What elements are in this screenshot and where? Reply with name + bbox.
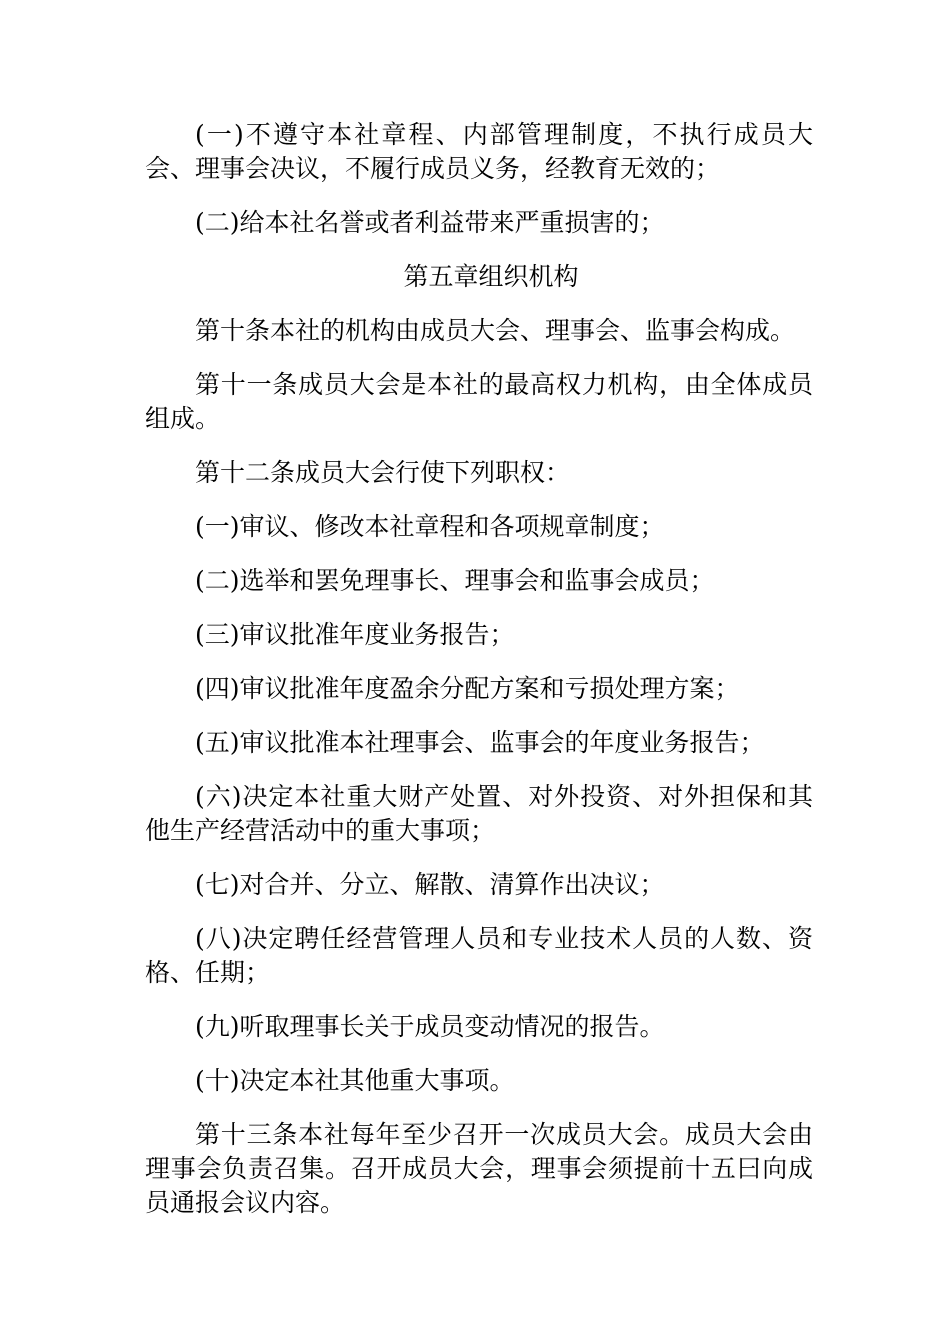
power-item-2: (二)选举和罢免理事长、理事会和监事会成员； bbox=[195, 566, 715, 595]
power-item-8: (八)决定聘任经营管理人员和专业技术人员的人数、资格、任期； bbox=[145, 924, 813, 987]
power-item-6: (六)决定本社重大财产处置、对外投资、对外担保和其他生产经营活动中的重大事项； bbox=[145, 782, 813, 845]
article-12: 第十二条成员大会行使下列职权： bbox=[195, 458, 571, 487]
article-11: 第十一条成员大会是本社的最高权力机构，由全体成员组成。 bbox=[145, 370, 813, 433]
power-item-9: (九)听取理事长关于成员变动情况的报告。 bbox=[195, 1012, 665, 1041]
power-item-3: (三)审议批准年度业务报告； bbox=[195, 620, 515, 649]
power-item-10: (十)决定本社其他重大事项。 bbox=[195, 1066, 515, 1095]
power-item-4: (四)审议批准年度盈余分配方案和亏损处理方案； bbox=[195, 674, 740, 703]
chapter-heading: 第五章组织机构 bbox=[403, 262, 579, 291]
document-body bbox=[145, 118, 813, 1240]
power-item-7: (七)对合并、分立、解散、清算作出决议； bbox=[195, 870, 665, 899]
power-item-1: (一)审议、修改本社章程和各项规章制度； bbox=[195, 512, 665, 541]
clause-1-2: (二)给本社名誉或者利益带来严重损害的； bbox=[195, 208, 665, 237]
article-13: 第十三条本社每年至少召开一次成员大会。成员大会由理事会负责召集。召开成员大会，理事会须提前十五曰向成员通报会议内容。 bbox=[145, 1120, 813, 1217]
power-item-5: (五)审议批准本社理事会、监事会的年度业务报告； bbox=[195, 728, 765, 757]
article-10: 第十条本社的机构由成员大会、理事会、监事会构成。 bbox=[195, 316, 796, 345]
clause-1-1: (一)不遵守本社章程、内部管理制度，不执行成员大会、理事会决议，不履行成员义务，经教育无效的； bbox=[145, 120, 813, 183]
